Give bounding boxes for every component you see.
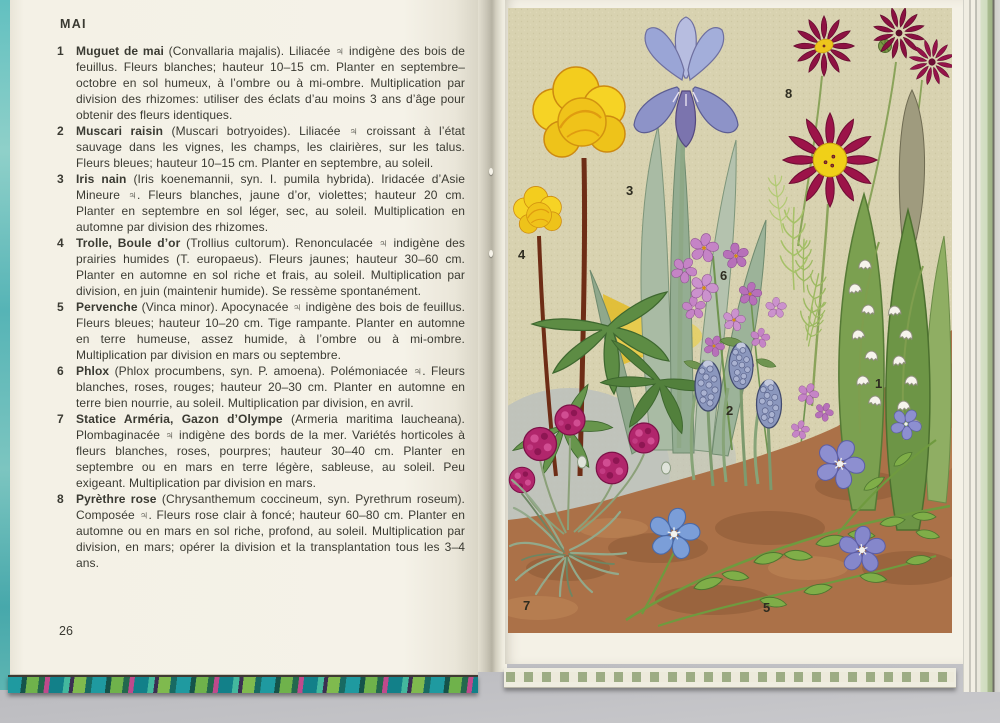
marker-8: 8	[785, 86, 793, 101]
entry-description: (Iris koenemannii, syn. I. pumila hybrida). Iridacée d’Asie Mineure ♃. Fleurs blanches, jaune d’or, violettes; hauteur 20 cm. Planter en septembre en sol léger, sec, au soleil. Multiplication en automne par division des rhizomes.	[76, 172, 465, 234]
page-number: 26	[59, 624, 73, 638]
checkered-pattern	[506, 672, 954, 682]
marker-3: 3	[626, 183, 634, 198]
binding-stitch	[489, 168, 493, 175]
entry-number: 1	[57, 44, 64, 58]
plant-entry	[57, 411, 465, 491]
marker-5: 5	[763, 600, 771, 615]
entry-description: (Vinca minor). Apocynacée ♃ indigène des bois de feuillus. Fleurs bleues; hauteur 10–20 cm. Tige rampante. Planter en automne en terre humeuse, assez humide, à l’ombre ou à mi-ombre. Multiplication par division en mars ou septembre.	[76, 300, 465, 362]
page-edges-right	[963, 0, 1000, 692]
plant-entry	[57, 363, 465, 411]
marker-6: 6	[720, 268, 728, 283]
entry-plant-name: Pervenche	[76, 300, 138, 314]
marker-7: 7	[523, 598, 531, 613]
entry-plant-name: Phlox	[76, 364, 110, 378]
entry-description: (Phlox procumbens, syn. P. amoena). Polémoniacée ♃. Fleurs blanches, roses, rouges; hauteur 20–30 cm. Planter en automne en terre bien nourrie, au soleil. Multiplication par division, en avril.	[76, 364, 465, 410]
entry-plant-name: Muscari raisin	[76, 124, 164, 138]
entry-number: 5	[57, 300, 64, 314]
entry-description: (Muscari botryoides). Liliacée ♃ croissant à l’état sauvage dans les vignes, les champs, les clairières, sur les talus. Fleurs bleues; hauteur 10–15 cm. Planter en septembre, au soleil.	[76, 124, 465, 170]
entry-description: (Chrysanthemum coccineum, syn. Pyrethrum roseum). Composée ♃. Fleurs rose clair à foncé; hauteur 60–80 cm. Planter en automne ou en mars en sol riche, profond, au soleil. Multiplication par division, en mars; opérer la division et la transplantation tous les 3–4 ans.	[76, 492, 465, 570]
entry-number: 7	[57, 412, 64, 426]
book-cover-edge-bottom-left	[8, 675, 478, 693]
book-gutter	[478, 0, 507, 672]
plant-list	[57, 43, 465, 571]
plant-entry	[57, 491, 465, 571]
entry-number: 6	[57, 364, 64, 378]
entry-plant-name: Statice Arméria, Gazon d’Olympe	[76, 412, 283, 426]
plant-entry	[57, 171, 465, 235]
entry-number: 8	[57, 492, 64, 506]
entry-description: (Trollius cultorum). Renonculacée ♃ indigène des prairies humides (T. europaeus). Fleurs jaunes; hauteur 30–60 cm. Planter en automne en sol riche et frais, au soleil. Multiplication par division, en juin (maintenir humide). Se ressème spontanément.	[76, 236, 466, 298]
marker-2: 2	[726, 403, 734, 418]
botanical-plate-illustration	[508, 8, 952, 633]
entry-number: 3	[57, 172, 64, 186]
entry-plant-name: Pyrèthre rose	[76, 492, 157, 506]
entry-plant-name: Muguet de mai	[76, 44, 164, 58]
right-page	[505, 0, 965, 664]
plant-entry	[57, 123, 465, 171]
plant-entry	[57, 235, 465, 299]
entry-number: 4	[57, 236, 64, 250]
entry-description: (Convallaria majalis). Liliacée ♃ indigène des bois de feuillus. Fleurs blanches; hauteur 10–15 cm. Planter en septembre–octobre en sol humeux, à l’ombre ou à mi-ombre. Multiplication par division des rhizomes: utiliser des éclats d’au moins 3 ans d’âge pour obtenir des fleurs identiques.	[76, 44, 466, 122]
entry-plant-name: Iris nain	[76, 172, 127, 186]
left-page	[10, 0, 478, 675]
entry-plant-name: Trolle, Boule d’or	[76, 236, 181, 250]
plant-entry	[57, 299, 465, 363]
marker-1: 1	[875, 376, 883, 391]
entry-description: (Armeria maritima laucheana). Plombaginacée ♃ indigène des bords de la mer. Variétés horticoles à fleurs blanches, roses, pourpres; hauteur 30–40 cm. Planter en septembre ou en mars en terre légère, sableuse, au soleil. Peu exigeant. Multiplication par division en mars.	[76, 412, 465, 490]
binding-stitch	[489, 250, 493, 257]
marker-4: 4	[518, 247, 526, 262]
endpaper-checkered-edge	[504, 668, 956, 688]
page-header: MAI	[60, 17, 87, 31]
plant-entry	[57, 43, 465, 123]
entry-number: 2	[57, 124, 64, 138]
